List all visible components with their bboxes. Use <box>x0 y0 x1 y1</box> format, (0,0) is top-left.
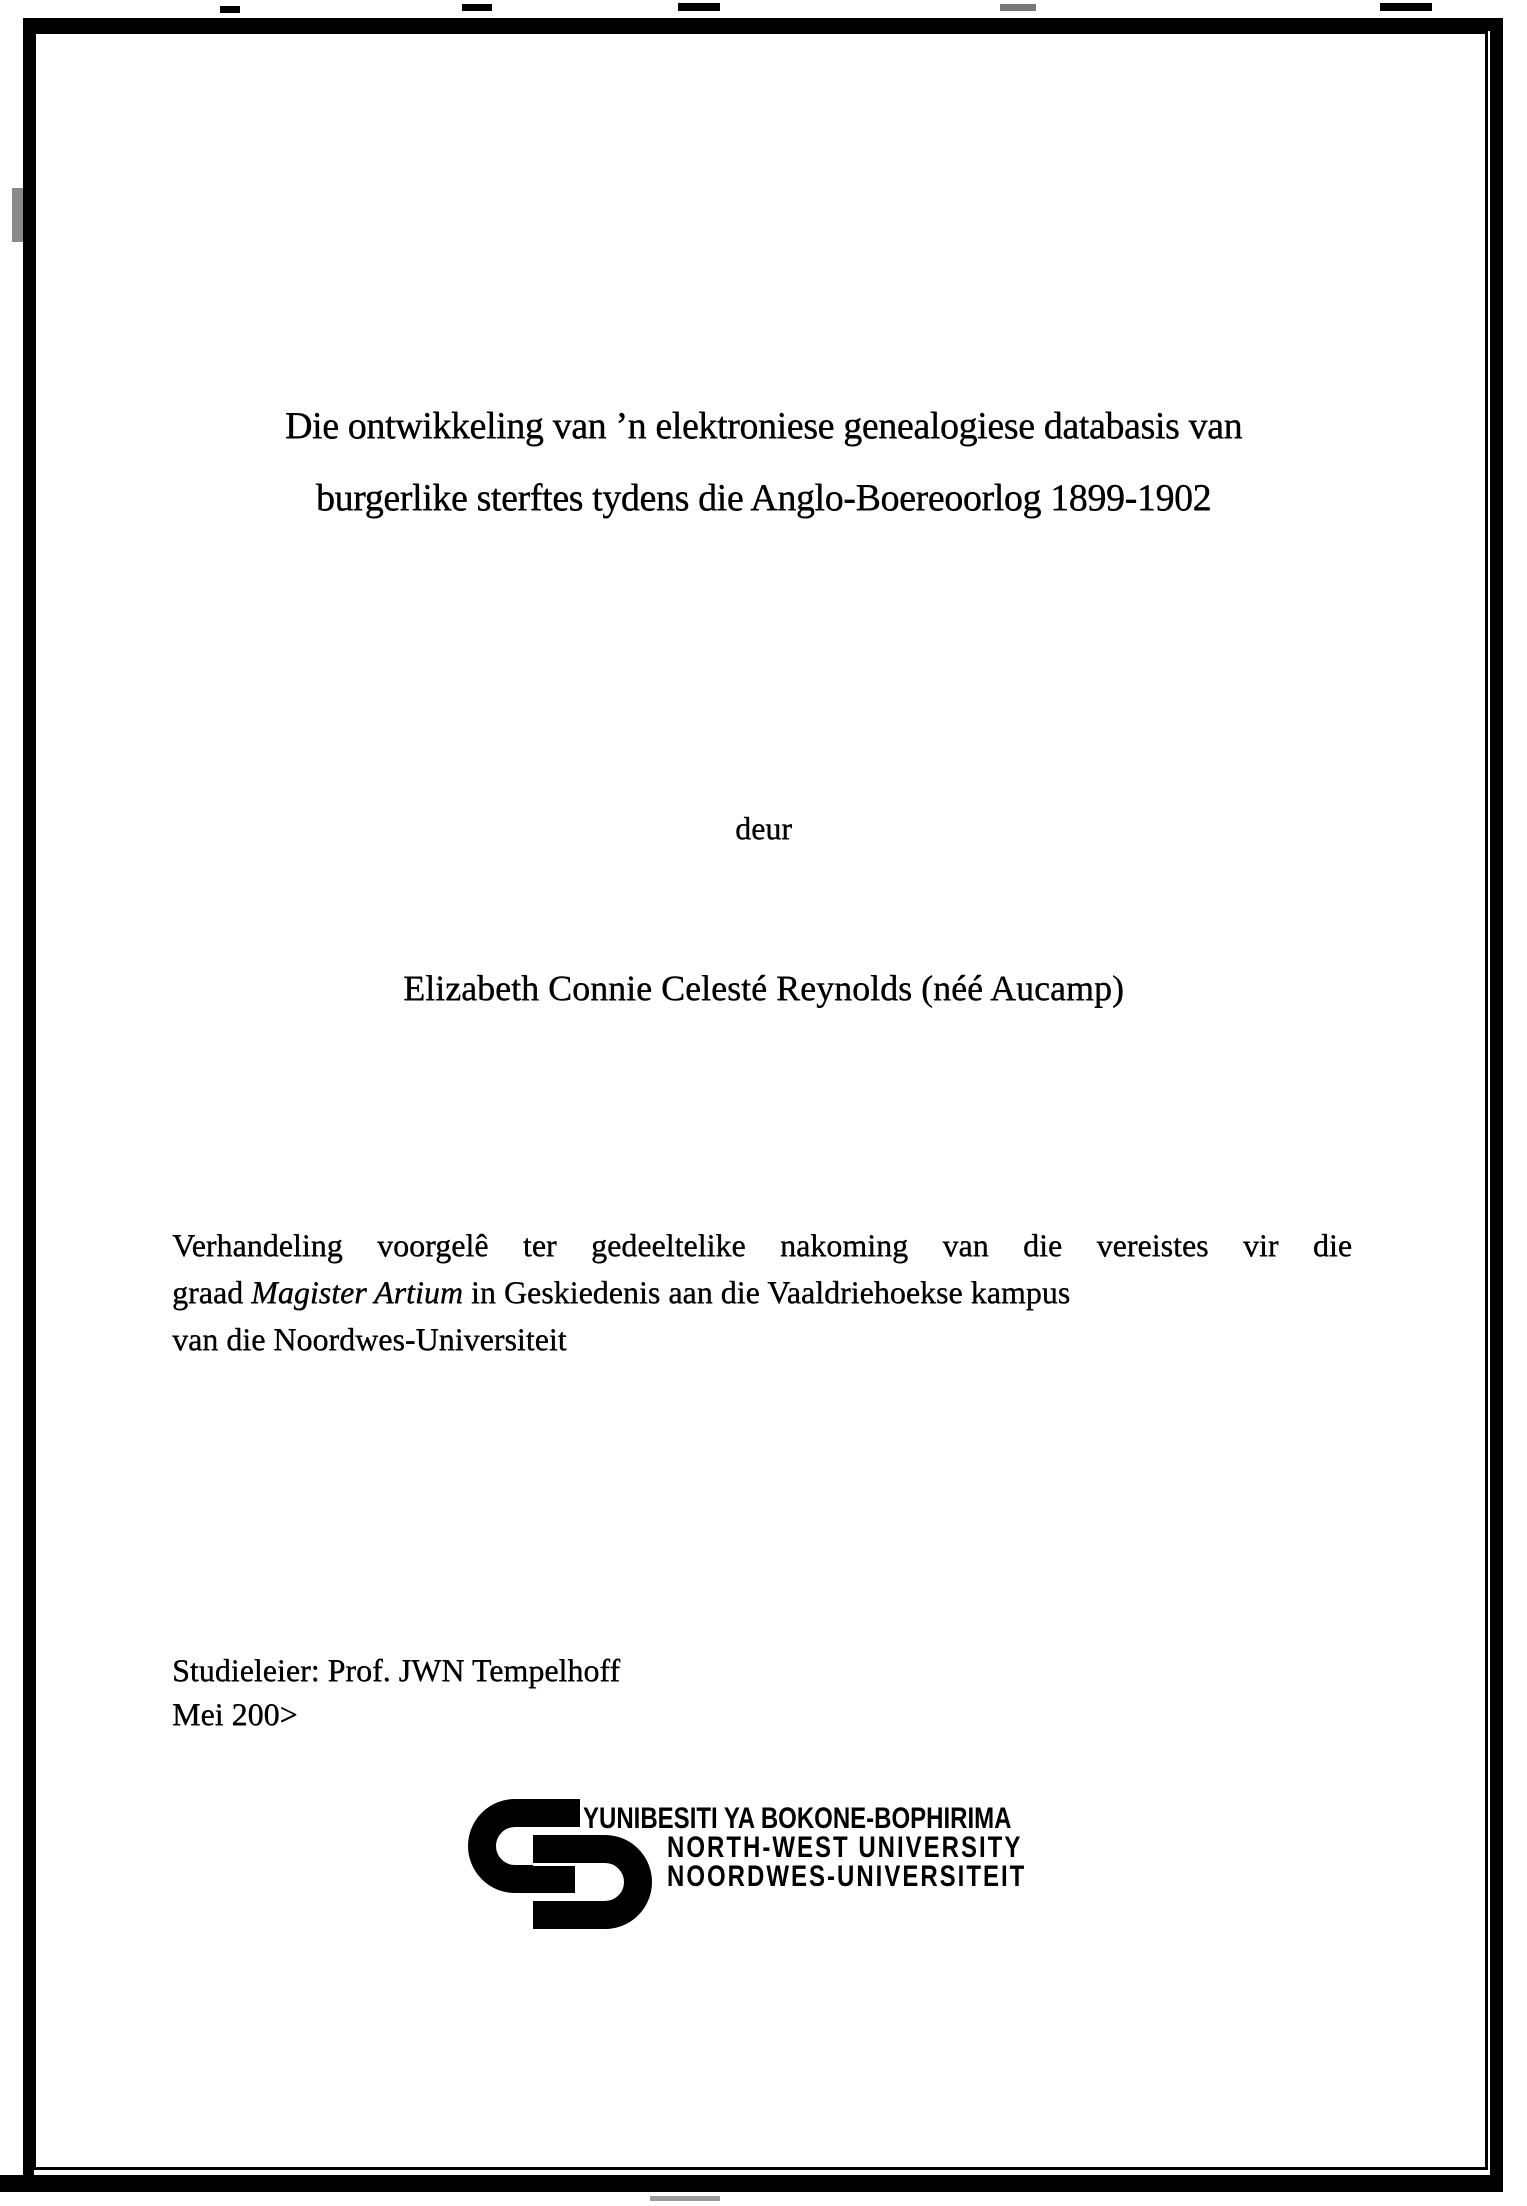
thesis-title-line-2: burgerlike sterftes tydens die Anglo-Boereoorlog 1899-1902 <box>315 477 1212 519</box>
page-border-bottom <box>0 2175 1503 2192</box>
statement-line-2-before: graad <box>172 1274 252 1310</box>
degree-name-italic: Magister Artium <box>251 1274 463 1310</box>
thesis-title-line-1: Die ontwikkeling van ’n elektroniese genealogiese databasis van <box>284 405 1243 447</box>
supervisor-block <box>172 1648 1072 1736</box>
nwu-logo-text <box>583 1804 1079 1891</box>
statement-line-2 <box>172 1269 1352 1316</box>
supervisor-line: Studieleier: Prof. JWN Tempelhoff <box>172 1652 621 1688</box>
scan-artifact <box>678 3 720 11</box>
date-line: Mei 200> <box>172 1696 298 1732</box>
logo-line-setswana: YUNIBESITI YA BOKONE-BOPHIRIMA <box>583 1802 1012 1835</box>
scan-artifact <box>1380 3 1432 11</box>
scan-artifact <box>650 2196 720 2201</box>
statement-line-3: van die Noordwes-Universiteit <box>172 1321 567 1357</box>
thesis-title <box>0 390 1527 534</box>
byline-deur: deur <box>735 810 792 846</box>
statement-line-1: Verhandeling voorgelê ter gedeeltelike nakoming van die vereistes vir die <box>172 1227 1352 1263</box>
statement-line-2-after: in Geskiedenis aan die Vaaldriehoekse kampus <box>462 1274 1071 1310</box>
page-border-right <box>1490 18 1503 2192</box>
scan-artifact <box>12 188 23 242</box>
logo-line-english: NORTH-WEST UNIVERSITY <box>667 1831 1023 1864</box>
logo-line-afrikaans: NOORDWES-UNIVERSITEIT <box>667 1860 1027 1893</box>
scan-artifact <box>220 6 240 13</box>
author-name: Elizabeth Connie Celesté Reynolds (néé Aucamp) <box>403 968 1124 1008</box>
page-border-top <box>23 18 1503 31</box>
scan-artifact <box>1000 4 1036 11</box>
scan-artifact <box>462 4 492 11</box>
submission-statement <box>172 1222 1352 1363</box>
